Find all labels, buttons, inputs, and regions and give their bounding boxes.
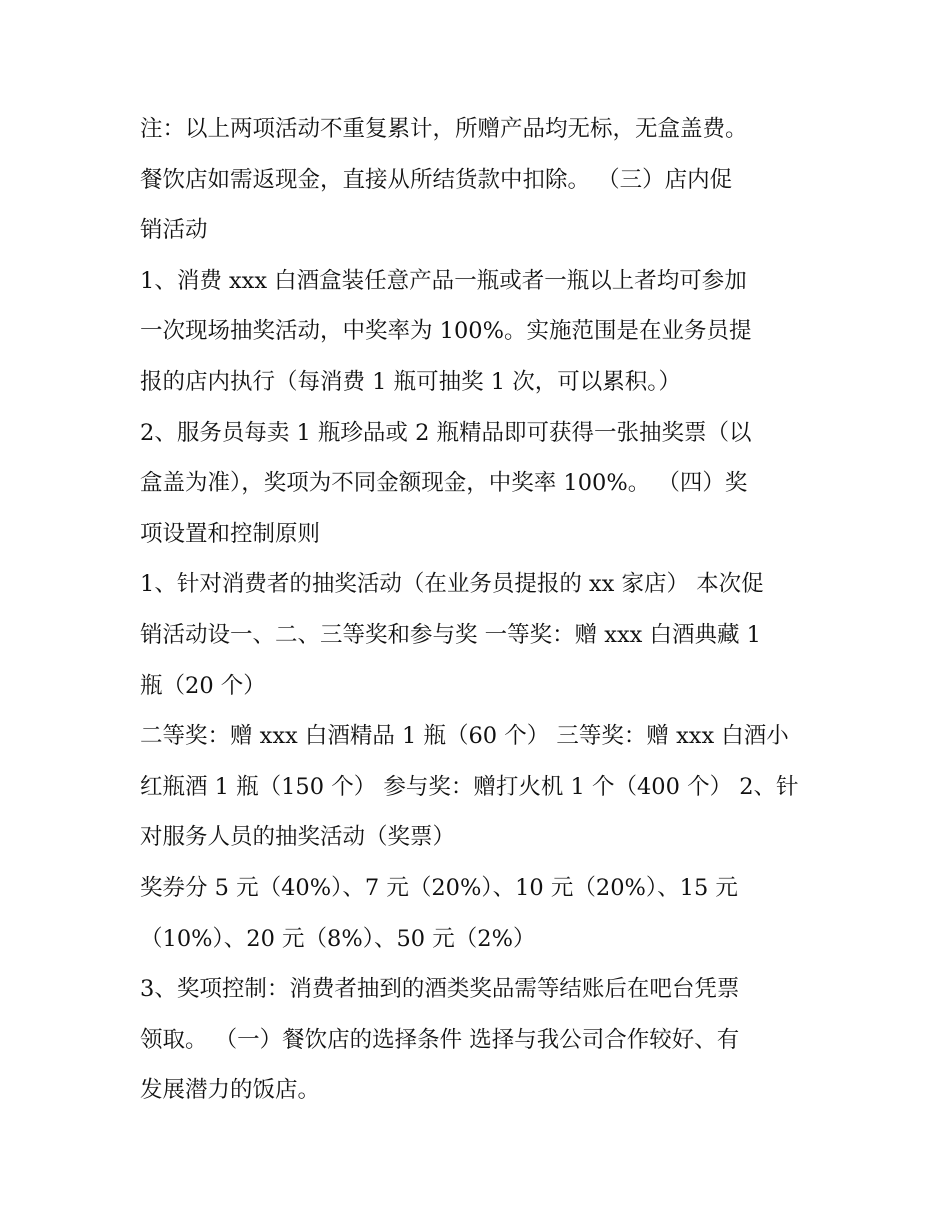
text-line: 销活动设一、二、三等奖和参与奖 一等奖：赠 xxx 白酒典藏 1 bbox=[140, 621, 761, 648]
text-line: 餐饮店如需返现金，直接从所结货款中扣除。 （三）店内促 bbox=[140, 166, 733, 193]
text-line: 对服务人员的抽奖活动（奖票） bbox=[140, 824, 456, 851]
text-line: 二等奖：赠 xxx 白酒精品 1 瓶（60 个） 三等奖：赠 xxx 白酒小 bbox=[140, 723, 789, 750]
text-line: 3、奖项控制：消费者抽到的酒类奖品需等结账后在吧台凭票 bbox=[140, 976, 740, 1003]
text-line: 项设置和控制原则 bbox=[140, 520, 321, 547]
text-line: 一次现场抽奖活动，中奖率为 100%。实施范围是在业务员提 bbox=[140, 318, 752, 345]
text-line: 领取。 （一）餐饮店的选择条件 选择与我公司合作较好、有 bbox=[140, 1026, 740, 1053]
text-line: 销活动 bbox=[140, 217, 208, 244]
text-line: （10%）、20 元（8%）、50 元（2%） bbox=[140, 925, 536, 952]
text-line: 1、针对消费者的抽奖活动（在业务员提报的 xx 家店） 本次促 bbox=[140, 571, 764, 598]
text-line: 1、消费 xxx 白酒盒装任意产品一瓶或者一瓶以上者均可参加 bbox=[140, 267, 747, 294]
text-line: 盒盖为准），奖项为不同金额现金，中奖率 100%。 （四）奖 bbox=[140, 470, 748, 497]
text-line: 注：以上两项活动不重复累计，所赠产品均无标，无盒盖费。 bbox=[140, 116, 748, 142]
text-line: 发展潜力的饭店。 bbox=[140, 1077, 321, 1104]
document-body bbox=[140, 104, 820, 1116]
text-line: 奖券分 5 元（40%）、7 元（20%）、10 元（20%）、15 元 bbox=[140, 874, 738, 901]
text-line: 2、服务员每卖 1 瓶珍品或 2 瓶精品即可获得一张抽奖票（以 bbox=[140, 419, 752, 446]
text-line: 红瓶酒 1 瓶（150 个） 参与奖：赠打火机 1 个（400 个） 2、针 bbox=[140, 773, 799, 800]
text-line: 瓶（20 个） bbox=[140, 672, 266, 699]
text-line: 报的店内执行（每消费 1 瓶可抽奖 1 次，可以累积。） bbox=[140, 368, 681, 395]
